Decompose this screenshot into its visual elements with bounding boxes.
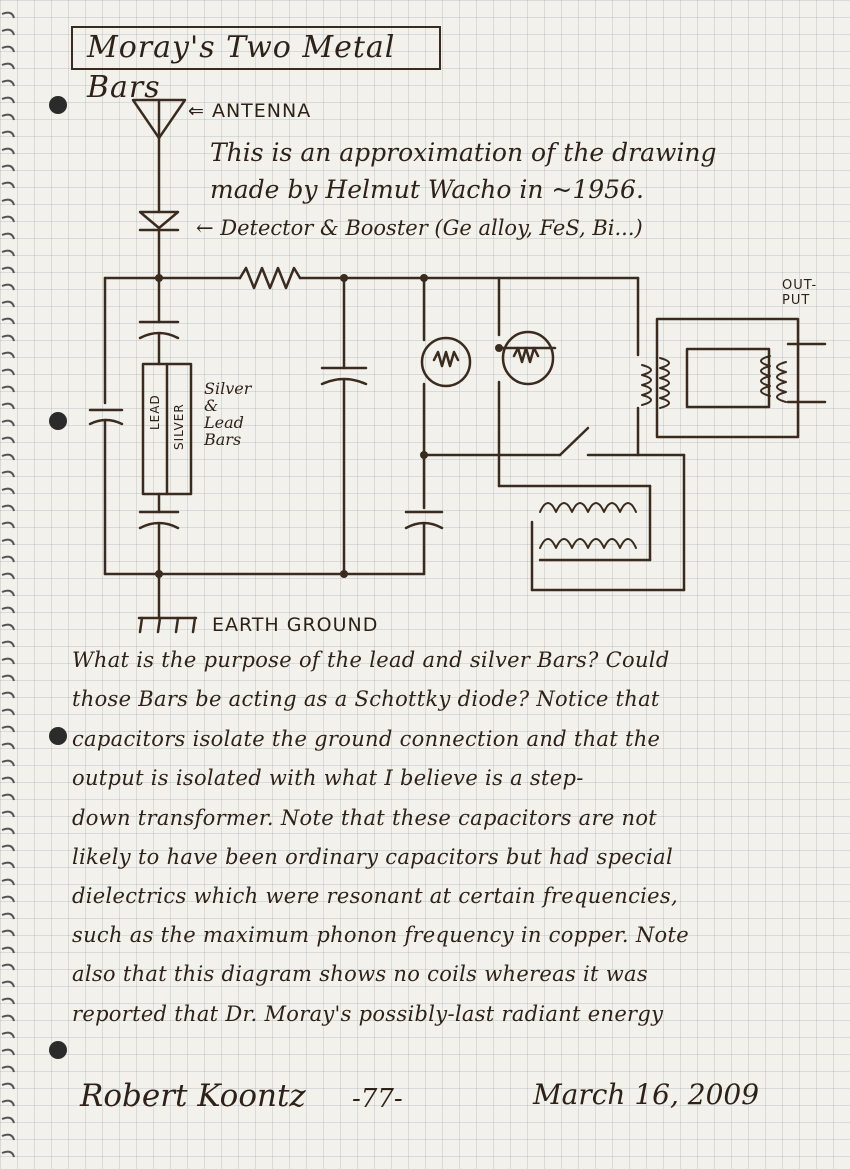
spiral-ring xyxy=(2,676,14,681)
spiral-ring xyxy=(2,1033,14,1038)
approximation-note-line2: made by Helmut Wacho in ~1956. xyxy=(210,175,644,204)
top-rail xyxy=(105,268,638,355)
paragraph-line: What is the purpose of the lead and silver Bars? Could xyxy=(72,648,670,672)
punch-hole xyxy=(49,727,67,745)
spiral-ring xyxy=(2,914,14,919)
paragraph-line: output is isolated with what I believe is a step- xyxy=(72,766,584,790)
spiral-ring xyxy=(2,710,14,715)
spiral-ring xyxy=(2,1084,14,1089)
punch-hole xyxy=(49,1041,67,1059)
spiral-ring xyxy=(2,795,14,800)
spiral-ring xyxy=(2,1050,14,1055)
spiral-ring xyxy=(2,1118,14,1123)
mid-capacitor xyxy=(322,278,366,574)
spiral-ring xyxy=(2,1135,14,1140)
spiral-ring xyxy=(2,1067,14,1072)
spiral-ring xyxy=(2,897,14,902)
paragraph-line: capacitors isolate the ground connection and that the xyxy=(72,727,661,751)
paragraph-line: those Bars be acting as a Schottky diode? Notice that xyxy=(72,687,660,711)
approximation-note-line1: This is an approximation of the drawing xyxy=(210,138,717,167)
antenna-symbol xyxy=(133,100,185,212)
spiral-ring xyxy=(2,727,14,732)
author-signature: Robert Koontz xyxy=(80,1078,306,1114)
paragraph-line: dielectrics which were resonant at certain frequencies, xyxy=(72,884,678,908)
spiral-ring xyxy=(2,812,14,817)
spiral-ring xyxy=(2,982,14,987)
spiral-ring xyxy=(2,846,14,851)
transformer-symbol xyxy=(638,319,825,455)
spiral-ring xyxy=(2,1016,14,1021)
resistor-symbol xyxy=(240,268,300,288)
spiral-ring xyxy=(2,693,14,698)
spiral-ring xyxy=(2,1101,14,1106)
paragraph-line: also that this diagram shows no coils whereas it was xyxy=(72,962,648,986)
spiral-ring xyxy=(2,965,14,970)
paragraph-line: such as the maximum phonon frequency in copper. Note xyxy=(72,923,689,947)
silver-bar-label: SILVER xyxy=(172,403,186,450)
tube-1 xyxy=(406,278,470,574)
diode-symbol xyxy=(140,212,178,278)
left-rail xyxy=(90,278,122,574)
spiral-ring xyxy=(2,880,14,885)
page-title: Moray's Two Metal Bars xyxy=(71,26,441,70)
spiral-ring xyxy=(2,948,14,953)
output-label: OUT- PUT xyxy=(782,278,818,308)
detector-label: ← Detector & Booster (Ge alloy, FeS, Bi...) xyxy=(196,216,643,240)
page-number: -77- xyxy=(352,1084,403,1114)
antenna-arrow: ⇐ xyxy=(188,100,205,122)
paragraph-line: likely to have been ordinary capacitors but had special xyxy=(72,845,673,869)
antenna-label-group xyxy=(188,100,311,122)
date: March 16, 2009 xyxy=(533,1078,760,1111)
ground-symbol xyxy=(139,618,196,632)
lead-bar-label: LEAD xyxy=(148,394,162,430)
spiral-ring xyxy=(2,999,14,1004)
spiral-ring xyxy=(2,761,14,766)
spiral-ring xyxy=(2,863,14,868)
earth-ground-label: EARTH GROUND xyxy=(212,614,379,636)
antenna-label: ANTENNA xyxy=(211,100,312,122)
paragraph-line: down transformer. Note that these capacitors are not xyxy=(72,806,658,830)
spiral-ring xyxy=(2,778,14,783)
spiral-ring xyxy=(2,744,14,749)
spiral-ring xyxy=(2,829,14,834)
paragraph-line: reported that Dr. Moray's possibly-last radiant energy xyxy=(72,1002,664,1026)
spiral-ring xyxy=(2,931,14,936)
bars-note: Silver & Lead Bars xyxy=(204,379,252,449)
spiral-ring xyxy=(2,1152,14,1157)
coil-pair xyxy=(540,503,636,548)
